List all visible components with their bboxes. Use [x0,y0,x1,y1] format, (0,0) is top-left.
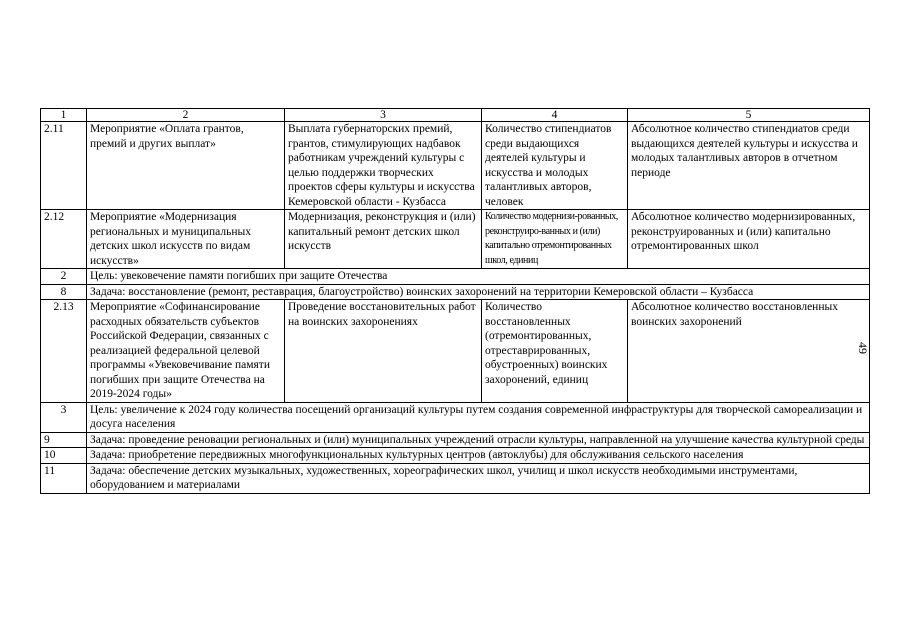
header-cell: 3 [285,109,482,122]
row-number: 8 [41,284,87,300]
row-number: 2.12 [41,210,87,269]
row-number: 10 [41,448,87,464]
row-number: 2 [41,269,87,285]
goal-text: Цель: увеличение к 2024 году количества посещений организаций культуры путем создания современной инфраструктуры для творческой самореализации и досуга населения [87,402,870,432]
indicator-name: Количество модернизи-рованных, реконструиро-ванных и (или) капитально отремонтированных школ, единиц [482,210,628,269]
event-description: Модернизация, реконструкция и (или) капитальный ремонт детских школ искусств [285,210,482,269]
goal-text: Цель: увековечение памяти погибших при защите Отечества [87,269,870,285]
goal-row [41,402,870,432]
header-cell: 4 [482,109,628,122]
row-number: 2.13 [41,300,87,403]
task-row [41,448,870,464]
task-row [41,432,870,448]
row-number: 11 [41,463,87,493]
header-cell: 2 [87,109,285,122]
event-name: Мероприятие «Оплата грантов, премий и других выплат» [87,122,285,210]
task-text: Задача: приобретение передвижных многофункциональных культурных центров (автоклубы) для обслуживания сельского населения [87,448,870,464]
table-row [41,122,870,210]
task-row [41,463,870,493]
event-description: Проведение восстановительных работ на воинских захоронениях [285,300,482,403]
task-text: Задача: восстановление (ремонт, реставрация, благоустройство) воинских захоронений на территории Кемеровской области – Кузбасса [87,284,870,300]
indicator-method: Абсолютное количество восстановленных воинских захоронений [628,300,870,403]
row-number: 9 [41,432,87,448]
event-description: Выплата губернаторских премий, грантов, стимулирующих надбавок работникам учреждений культуры с целью поддержки творческих проектов сферы культуры и искусства Кемеровской области - Кузбасса [285,122,482,210]
header-cell: 1 [41,109,87,122]
event-name: Мероприятие «Софинансирование расходных обязательств субъектов Российской Федерации, связанных с реализацией федеральной целевой программы «Увековечивание памяти погибших при защите Отечества на 2019-2024 годы» [87,300,285,403]
task-row [41,284,870,300]
table-row [41,210,870,269]
event-name: Мероприятие «Модернизация региональных и муниципальных детских школ искусств по видам искусств» [87,210,285,269]
header-cell: 5 [628,109,870,122]
task-text: Задача: проведение реновации региональных и (или) муниципальных учреждений отрасли культуры, направленной на улучшение качества культурной среды [87,432,870,448]
indicator-name: Количество стипендиатов среди выдающихся деятелей культуры и искусства и молодых талантливых авторов, человек [482,122,628,210]
row-number: 3 [41,402,87,432]
page-number: 49 [856,342,870,354]
row-number: 2.11 [41,122,87,210]
indicator-method: Абсолютное количество стипендиатов среди выдающихся деятелей культуры и искусства и молодых талантливых авторов в отчетном периоде [628,122,870,210]
goal-row [41,269,870,285]
task-text: Задача: обеспечение детских музыкальных, художественных, хореографических школ, училищ и школ искусств необходимыми инструментами, оборудованием и материалами [87,463,870,493]
header-row [41,109,870,122]
table-row [41,300,870,403]
indicator-method: Абсолютное количество модернизированных, реконструированных и (или) капитально отремонтированных школ [628,210,870,269]
program-table [40,108,870,494]
indicator-name: Количество восстановленных (отремонтированных, отреставрированных, обустроенных) воинских захоронений, единиц [482,300,628,403]
